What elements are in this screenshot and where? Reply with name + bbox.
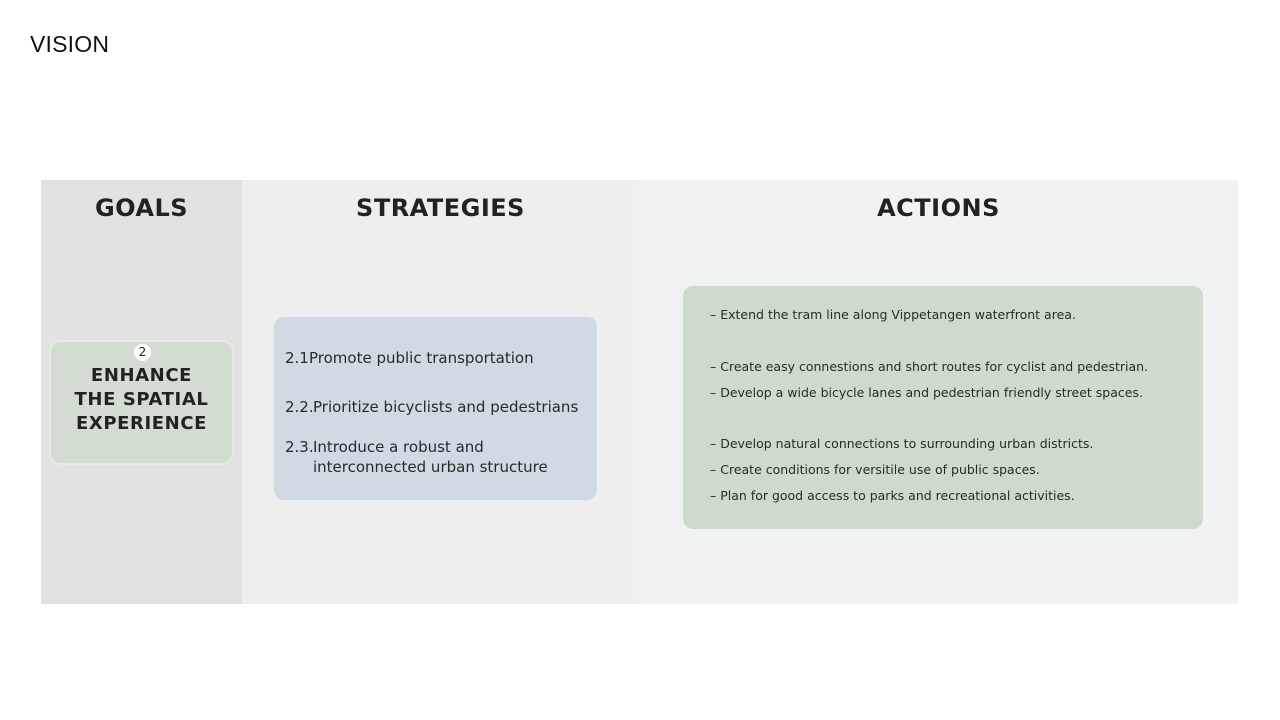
actions-column [639,180,1238,604]
strategies-heading: STRATEGIES [356,194,525,222]
action-item: – Develop natural connections to surrounding urban districts. [710,436,1094,451]
actions-heading: ACTIONS [877,194,1000,222]
strategy-text: Prioritize bicyclists and pedestrians [313,398,579,416]
action-item: – Plan for good access to parks and recreational activities. [710,488,1075,503]
goal-title-line: THE SPATIAL [74,389,209,410]
strategy-card [274,317,597,500]
goals-column [41,180,242,604]
strategy-text: Introduce a robust and interconnected urban structure [313,438,548,476]
strategy-item [285,397,590,417]
goal-title-line: ENHANCE [90,365,193,386]
goal-card [49,340,234,465]
strategies-column [242,180,639,604]
strategy-number: 2.3. [285,438,314,456]
action-item: – Create easy connestions and short routes for cyclist and pedestrian. [710,359,1149,374]
action-item: – Extend the tram line along Vippetangen waterfront area. [710,307,1076,322]
strategy-item [285,348,590,368]
goal-number-badge: 2 [134,344,151,361]
strategy-number: 2.1. [285,349,314,367]
strategy-number: 2.2. [285,398,314,416]
strategy-text: Promote public transportation [309,349,534,367]
actions-card [683,286,1203,529]
slide-title: VISION [30,31,110,57]
goal-title-line: EXPERIENCE [75,413,208,434]
goal-title [51,364,232,436]
action-item: – Create conditions for versitile use of public spaces. [710,462,1040,477]
strategy-item [285,437,590,477]
action-item: – Develop a wide bicycle lanes and pedestrian friendly street spaces. [710,385,1143,400]
goals-heading: GOALS [94,194,189,222]
